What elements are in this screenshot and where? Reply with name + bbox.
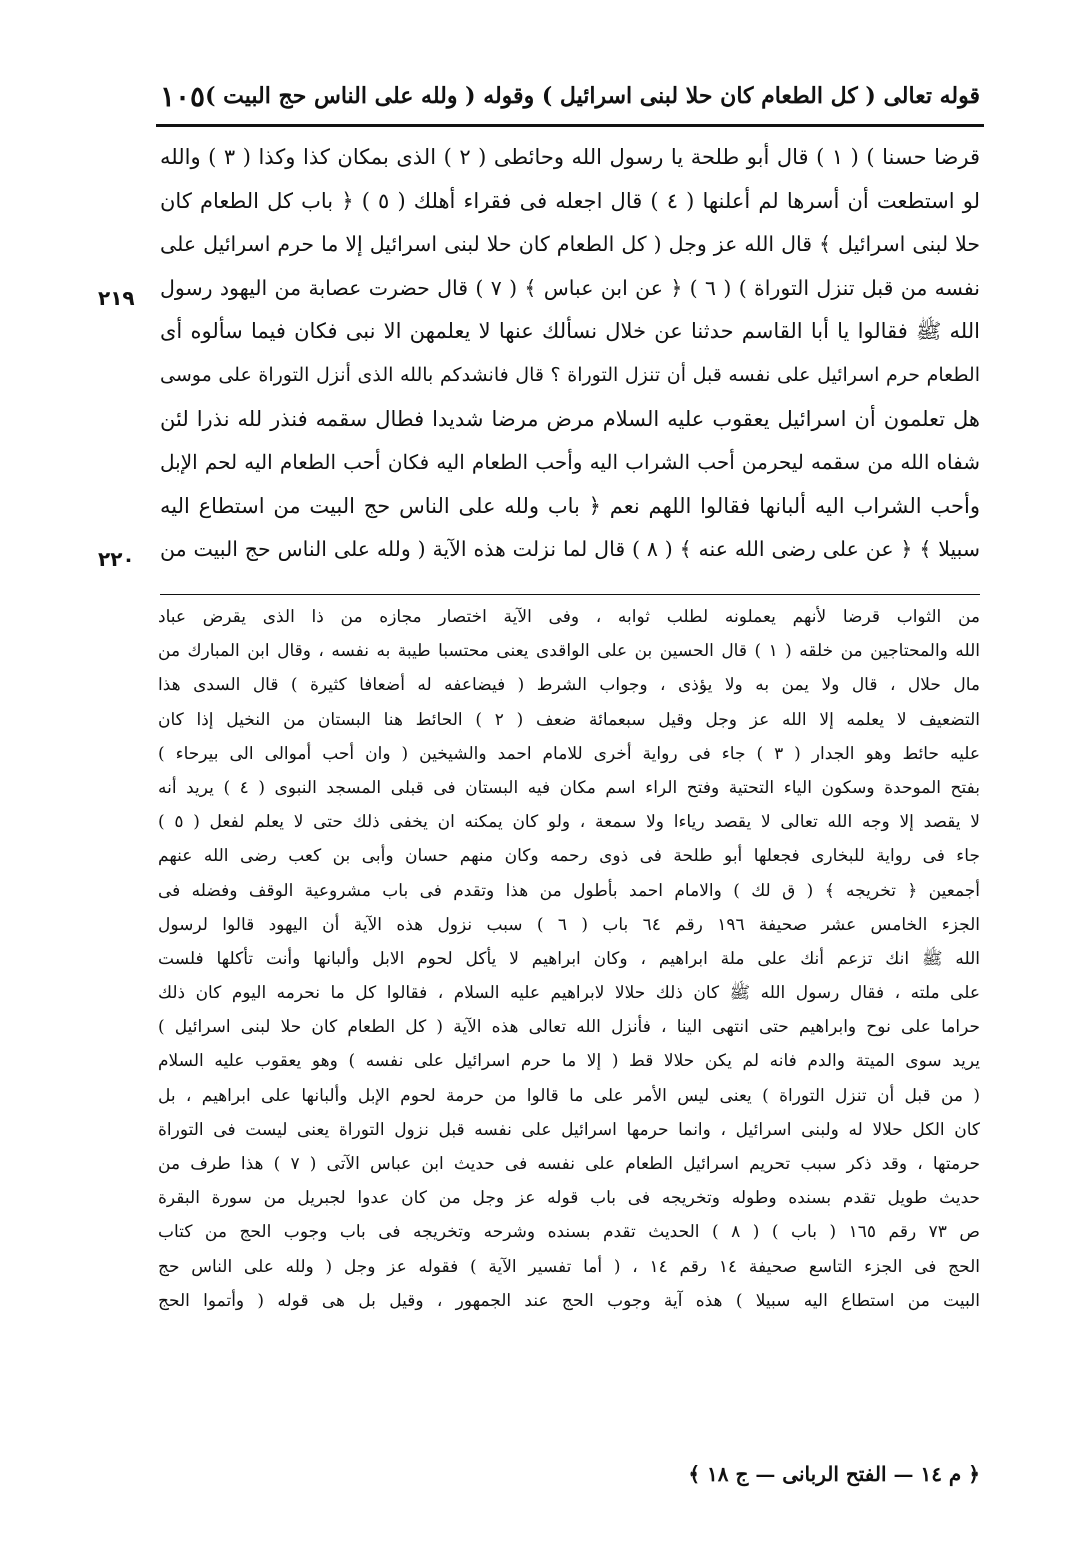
text-line: حلا لبنى اسرائيل ﴾ قال الله عز وجل ( كل الطعام كان حلا لبنى اسرائيل إلا ما حرم اسرائيل على xyxy=(160,232,980,257)
footnote-line: عليه حائط وهو الجدار ( ٣ ) جاء فى رواية أخرى للامام احمد والشيخين ( وان أحب أموالى الى بيرحاء ) xyxy=(158,743,980,764)
footnote-line: البيت من استطاع اليه سبيلا ) هذه آية وجوب الحج عند الجمهور ، وقيل بل هى قوله ( وأتموا الحج xyxy=(158,1290,980,1311)
footnote-line: ص ٧٣ رقم ١٦٥ ( باب ) ( ٨ ) الحديث تقدم بسنده وشرحه وتخريجه فى باب وجوب الحج من كتاب xyxy=(158,1222,980,1243)
footnote-line: الجزء الخامس عشر صحيفة ١٩٦ رقم ٦٤ باب ( ٦ ) سبب نزول هذه الآية أن اليهود قالوا لرسول xyxy=(158,914,980,935)
footnote-line: الحج فى الجزء التاسع صحيفة ١٤ رقم ١٤ ، ( أما تفسير الآية ) فقوله عز وجل ( ولله على الناس حج xyxy=(158,1256,980,1277)
text-line: قرضا حسنا ) ( ١ ) قال أبو طلحة يا رسول الله وحائطى ( ٢ ) الذى بمكان كذا وكذا ( ٣ ) والله xyxy=(160,145,980,169)
footnote-line: لا يقصد إلا وجه الله تعالى لا يقصد رياءا ولا سمعة ، ولو كان يمكنه ان يخفى ذلك حتى لا يعلم لفعل ( ٥ ) xyxy=(158,812,980,833)
running-title: قوله تعالى ( كل الطعام كان حلا لبنى اسرائيل ) وقوله ( ولله على الناس حج البيت ) xyxy=(205,83,980,109)
footnote-line: حرمتها ، وقد ذكر سبب تحريم اسرائيل الطعام على نفسه فى حديث ابن عباس الآتى ( ٧ ) هذا طرف من xyxy=(158,1154,980,1174)
footnote-line: مال حلال ، قال ولا يمن به ولا يؤذى ، وجواب الشرط ( فيضاعفه له أضعافا كثيرة ) قال السدى هذا xyxy=(158,675,980,696)
page-header xyxy=(160,72,980,120)
hadith-number: ٢٢٠ xyxy=(98,547,135,571)
text-line: الطعام حرم اسرائيل على نفسه قبل أن تنزل التوراة ؟ قال فانشدكم بالله الذى أنزل التوراة على موسى xyxy=(160,363,980,386)
footnote-line: كان الكل حلالا له ولبنى اسرائيل ، وانما حرمها اسرائيل على نفسه قبل نزول التوراة يعنى ليست فى التوراة xyxy=(158,1119,980,1140)
footnote-line: حراما على نوح وابراهيم حتى انتهى الينا ، فأنزل الله تعالى هذه الآية ( كل الطعام كان حلا لبنى اسرائيل ) xyxy=(158,1017,980,1038)
footnote-line: على ملته ، فقال رسول الله ﷺ كان ذلك حلالا لابراهيم عليه السلام ، فقالوا كل ما نحرمه اليوم كان ذلك xyxy=(158,983,980,1004)
footnote-line: التضعيف لا يعلمه إلا الله عز وجل وقيل سبعمائة ضعف ( ٢ ) الحائط هنا البستان من النخيل إذا كان xyxy=(158,709,980,730)
footnotes xyxy=(158,600,980,1318)
signature-footer: ﴿ م ١٤ — الفتح الربانى — ج ١٨ ﴾ xyxy=(688,1462,980,1486)
footnote-rule xyxy=(160,594,980,595)
text-line: هل تعلمون أن اسرائيل يعقوب عليه السلام مرض مرضا شديدا فطال سقمه فنذر لله نذرا لئن xyxy=(160,406,980,431)
footnote-line: بفتح الموحدة وسكون الياء التحتية وفتح الراء اسم مكان فيه البستان فى قبلى المسجد النبوى ( ٤ ) يريد أنه xyxy=(158,777,980,798)
footnote-line: الله ﷺ انك تزعم أنك على ملة ابراهيم ، وكان ابراهيم لا يأكل لحوم الابل وألبانها وأنت تأكلها فلست xyxy=(158,948,980,969)
footnote-line: حديث طويل تقدم بسنده وطوله وتخريجه فى باب قوله عز وجل من كان عدوا لجبريل من سورة البقرة xyxy=(158,1188,980,1209)
footnote-line: ( من قبل أن تنزل التوراة ) يعنى ليس الأمر على ما قالوا من حرمة لحوم الإبل وألبانها على ابراهيم ، بل xyxy=(158,1085,980,1106)
text-line: نفسه من قبل تنزل التوراة ) ( ٦ ) ﴿ عن ابن عباس ﴾ ( ٧ ) قال حضرت عصابة من اليهود رسول xyxy=(160,275,980,300)
text-line: وأحب الشراب اليه ألبانها فقالوا اللهم نعم ﴿ باب ولله على الناس حج البيت من استطاع اليه xyxy=(160,493,980,518)
text-line: شفاه الله من سقمه ليحرمن أحب الشراب اليه وأحب الطعام اليه فكان أحب الطعام اليه لحم الإبل xyxy=(160,450,980,475)
footnote-line: أجمعين ﴿ تخريجه ﴾ ( ق لك ) والامام احمد بأطول من هذا وتقدم فى باب مشروعية الوقف وفضله فى xyxy=(158,880,980,901)
text-line: لو استطعت أن أسرها لم أعلنها ( ٤ ) قال اجعله فى فقراء أهلك ( ٥ ) ﴿ باب كل الطعام كان xyxy=(160,188,980,213)
footnote-line: جاء فى رواية للبخارى فجعلها أبو طلحة فى ذوى رحمه وكان منهم حسان وأبى بن كعب رضى الله عنهم xyxy=(158,846,980,867)
hadith-number: ٢١٩ xyxy=(98,286,135,310)
page-number: ١٠٥ xyxy=(159,79,206,113)
footnote-line: من الثواب قرضا لأنهم يعملونه لطلب ثوابه ، وفى الآية اختصار مجازه من ذا الذى يقرض عباد xyxy=(158,607,980,627)
text-line: سبيلا ﴾ ﴿ عن على رضى الله عنه ﴾ ( ٨ ) قال لما نزلت هذه الآية ( ولله على الناس حج البيت من xyxy=(160,537,980,562)
text-line: الله ﷺ فقالوا يا أبا القاسم حدثنا عن خلال نسألك عنها لا يعلمهن الا نبى فكان فيما سألوه أى xyxy=(160,319,980,344)
footnote-line: الله والمحتاجين من خلقه ( ١ ) قال الحسين بن على الواقدى يعنى محتسبا طيبة به نفسه ، وقال ابن المبارك من xyxy=(158,641,980,662)
footnote-line: يريد سوى الميتة والدم فانه لم يكن حلالا قط ( إلا ما حرم اسرائيل على نفسه ) وهو يعقوب عليه السلام xyxy=(158,1051,980,1072)
main-text xyxy=(160,136,980,572)
header-rule xyxy=(156,124,984,127)
